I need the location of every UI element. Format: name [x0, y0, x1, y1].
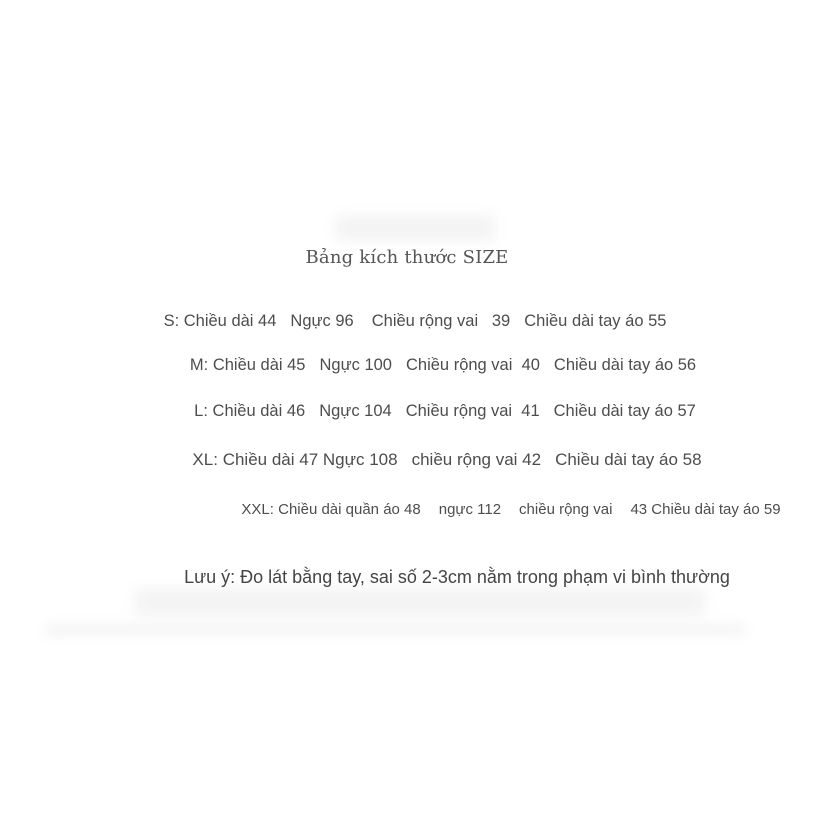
chest-value: Ngực 100 — [319, 356, 392, 374]
sleeve-value: Chiều dài tay áo 55 — [524, 312, 667, 330]
ghost-mark — [45, 624, 745, 636]
shoulder-value: chiều rộng vai — [519, 501, 613, 518]
size-row-xxl — [0, 501, 814, 518]
size-chart-title: Bảng kích thước SIZE — [305, 247, 509, 268]
length-value: Chiều dài 46 — [212, 402, 306, 420]
chest-value: Ngực 104 — [319, 402, 392, 420]
length-value: Chiều dài 44 — [183, 312, 277, 330]
sleeve-value: Chiều dài tay áo 56 — [553, 356, 697, 374]
size-row-m — [0, 356, 814, 375]
sleeve-value: Chiều dài tay áo 57 — [553, 402, 696, 420]
measurement-note: Lưu ý: Đo lát bằng tay, sai số 2-3cm nằm trong phạm vi bình thường — [184, 567, 730, 587]
chest-value: Ngực 96 — [290, 312, 354, 330]
size-row-xl — [0, 450, 814, 470]
chest-value: ngực 112 — [438, 501, 502, 518]
chest-value: Ngực 108 — [322, 450, 398, 469]
shoulder-value: chiều rộng vai 42 — [411, 450, 542, 469]
shoulder-value: Chiều rộng vai 40 — [406, 356, 540, 374]
sleeve-value: 43 Chiều dài tay áo 59 — [630, 501, 781, 518]
length-value: Chiều dài 47 — [222, 450, 319, 469]
size-row-l — [0, 402, 814, 421]
length-value: Chiều dài quần áo 48 — [278, 501, 421, 518]
size-row-s — [0, 312, 814, 331]
shoulder-value: Chiều rộng vai 41 — [405, 402, 540, 420]
size-label: L: — [194, 402, 208, 420]
sleeve-value: Chiều dài tay áo 58 — [555, 450, 702, 469]
ghost-mark — [335, 215, 495, 241]
size-label: S: — [163, 312, 180, 330]
size-label: XXL: — [241, 501, 274, 518]
size-label: M: — [189, 356, 209, 374]
ghost-mark — [135, 588, 705, 616]
size-label: XL: — [192, 450, 218, 469]
length-value: Chiều dài 45 — [212, 356, 306, 374]
shoulder-value: Chiều rộng vai 39 — [371, 312, 511, 330]
